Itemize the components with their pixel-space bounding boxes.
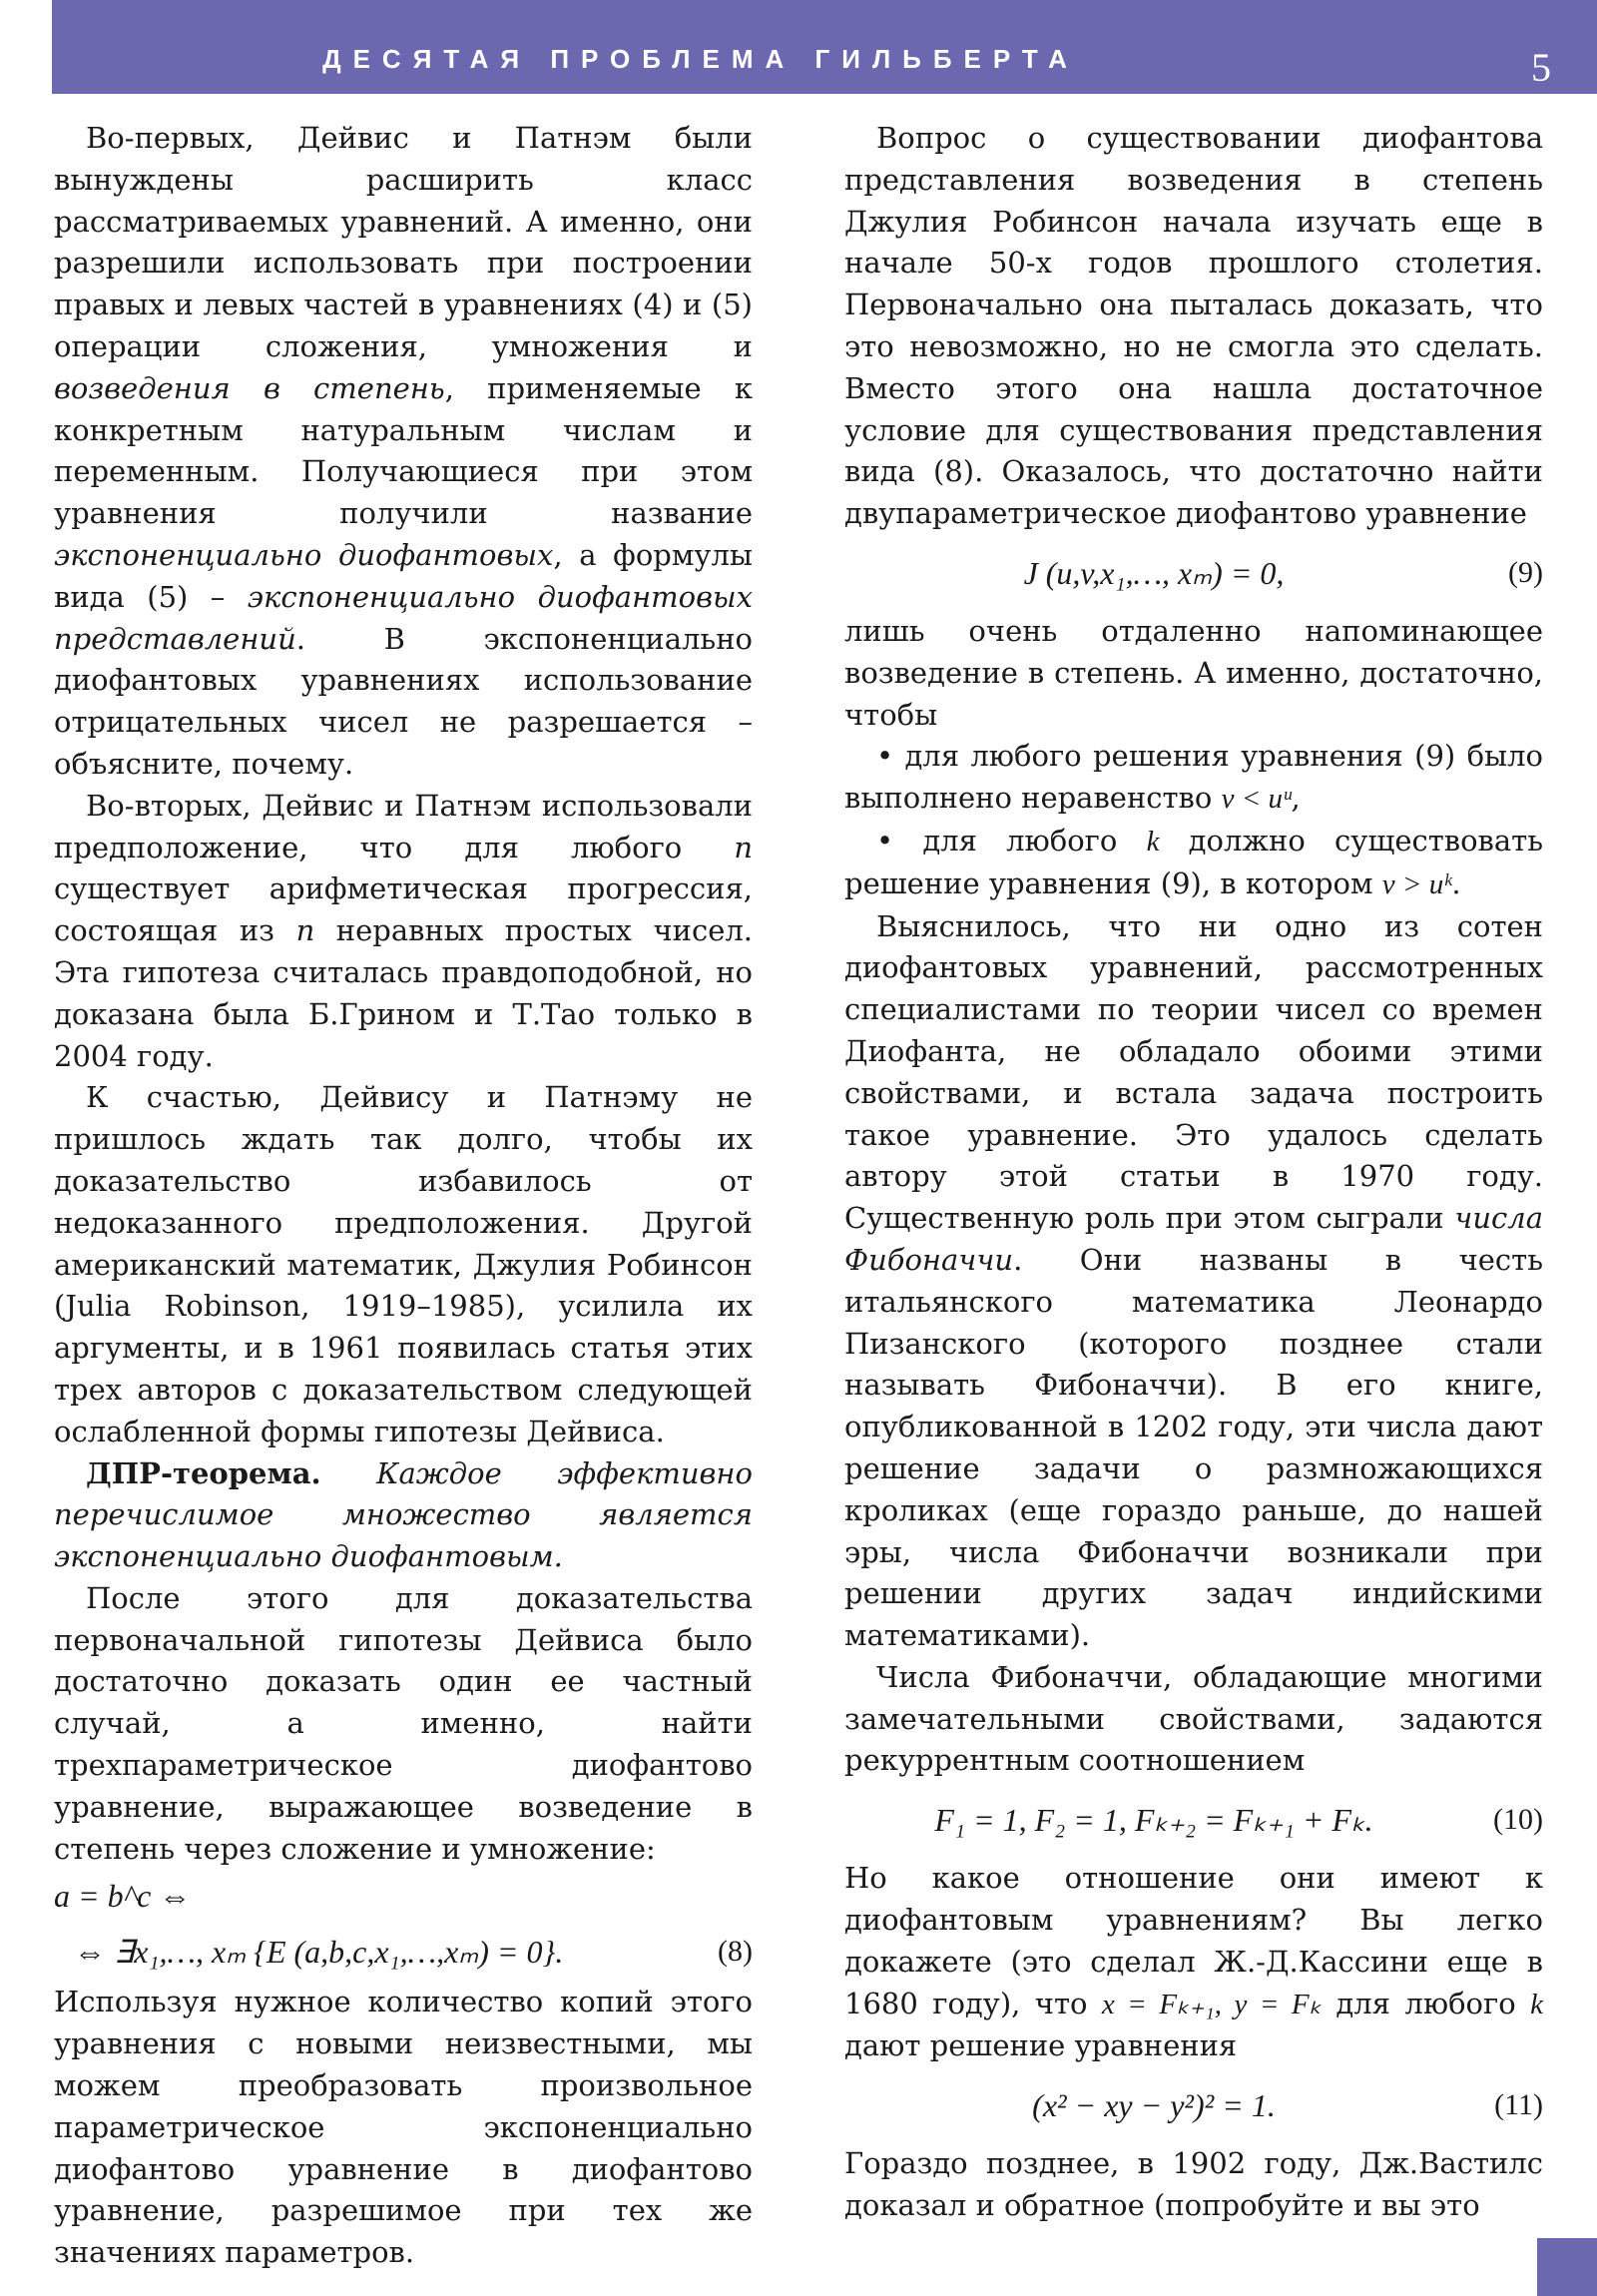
paragraph: Используя нужное количество копий этого уравнения с новыми неизвестными, мы можем преобразовать произвольное параметрическое экспоненциально диофантово уравнение в диофантово уравнение, разрешимое при тех же значениях параметров.	[54, 1985, 753, 2270]
formula-8-line1: a = b^c ⇔	[54, 1878, 192, 1915]
paragraph: Во-первых, Дейвис и Патнэм были вынуждены расширить класс рассматриваемых уравнений. А именно, они разрешили использовать при построении правых и левых частей в уравнениях (4) и (5) операции сложения, умножения и возведения в степень, применяемые к конкретным натуральным числам и переменным. Получающиеся при этом уравнения получили название экспоненциально диофантовых, а формулы вида (5) – экспоненциально диофантовых представлений. В экспоненциально диофантовых уравнениях использование отрицательных чисел не разрешается – объясните, почему.	[54, 121, 754, 781]
theorem-label: ДПР-теорема.	[86, 1455, 321, 1490]
list-item: • для любого k должно существовать решение уравнения (9), в котором v > uᵏ.	[844, 823, 1544, 900]
paragraph: Во-вторых, Дейвис и Патнэм использовали предположение, что для любого n существует арифметическая прогрессия, состоящая из n неравных простых чисел. Эта гипотеза считалась правдоподобной, но доказана была Б.Грином и Т.Тао только в 2004 году.	[54, 788, 753, 1073]
paragraph: Выяснилось, что ни одно из сотен диофантовых уравнений, рассмотренных специалистами по теории чисел со времен Диофанта, не обладало обоими этими свойствами, и встала задача построить такое уравнение. Это удалось сделать автору этой статьи в 1970 году. Существенную роль при этом сыграли числа Фибоначчи. Они названы в честь итальянского математика Леонардо Пизанского (которого позднее стали называть Фибоначчи). В его книге, опубликованной в 1202 году, эти числа дают решение задачи о размножающихся кроликах (еще гораздо раньше, до нашей эры, числа Фибоначчи возникали при решении других задач индийскими математиками).	[844, 908, 1543, 1653]
formula-number: (10)	[1493, 1803, 1543, 1837]
list-item: • для любого решения уравнения (9) было выполнено неравенство v < uᵘ,	[844, 739, 1543, 816]
page-number: 5	[1531, 45, 1551, 90]
formula-number: (9)	[1508, 555, 1543, 589]
right-column	[844, 118, 1543, 2227]
formula-11: (x² − xy − y²)² = 1. (11)	[844, 2067, 1543, 2143]
paragraph: К счастью, Дейвису и Патнэму не пришлось ждать так долго, чтобы их доказательство избавилось от недоказанного предположения. Другой американский математик, Джулия Робинсон (Julia Robinson, 1919–1985), усилила их аргументы, и в 1961 появилась статья этих трех авторов с доказательством следующей ослабленной формы гипотезы Дейвиса.	[54, 1080, 753, 1448]
running-title: ДЕСЯТАЯ ПРОБЛЕМА ГИЛЬБЕРТА	[322, 44, 1079, 74]
paragraph: Но какое отношение они имеют к диофантовым уравнениям? Вы легко докажете (это сделал Ж.-Д.Кассини еще в 1680 году), что x = Fₖ₊₁, y = Fₖ для любого k дают решение уравнения	[844, 1861, 1543, 2063]
formula-9: J (u,v,x₁,…, xₘ) = 0, (9)	[844, 535, 1543, 611]
theorem	[54, 1453, 753, 1578]
corner-decoration	[1537, 2238, 1597, 2296]
formula-10: F₁ = 1, F₂ = 1, Fₖ₊₂ = Fₖ₊₁ + Fₖ. (10)	[844, 1782, 1543, 1858]
paragraph: Гораздо позднее, в 1902 году, Дж.Вастилс доказал и обратное (попробуйте и вы это	[844, 2146, 1543, 2223]
paragraph: После этого для доказательства первоначальной гипотезы Дейвиса было достаточно доказать один ее частный случай, а именно, найти трехпараметрическое диофантово уравнение, выражающее возведение в степень через сложение и умножение:	[54, 1580, 753, 1866]
paragraph: Числа Фибоначчи, обладающие многими замечательными свойствами, задаются рекуррентным соотношением	[844, 1659, 1543, 1778]
theorem-text: Каждое эффективно перечислимое множество является экспоненциально диофантовым.	[54, 1455, 753, 1574]
paragraph: лишь очень отдаленно напоминающее возведение в степень. А именно, достаточно, чтобы	[844, 613, 1543, 732]
formula-number: (11)	[1494, 2088, 1543, 2122]
formula-8: ⇔ ∃x₁,…, xₘ {E (a,b,c,x₁,…,xₘ) = 0}. (8)	[54, 1922, 753, 1982]
paragraph: Вопрос о существовании диофантова представления возведения в степень Джулия Робинсон начала изучать еще в начале 50-х годов прошлого столетия. Первоначально она пыталась доказать, что это невозможно, но не смогла это сделать. Вместо этого она нашла достаточное условие для существования представления вида (8). Оказалось, что достаточно найти двупараметрическое диофантово уравнение	[844, 121, 1543, 531]
header-bar	[52, 0, 1597, 94]
formula-number: (8)	[718, 1935, 753, 1969]
left-column	[54, 118, 753, 2274]
